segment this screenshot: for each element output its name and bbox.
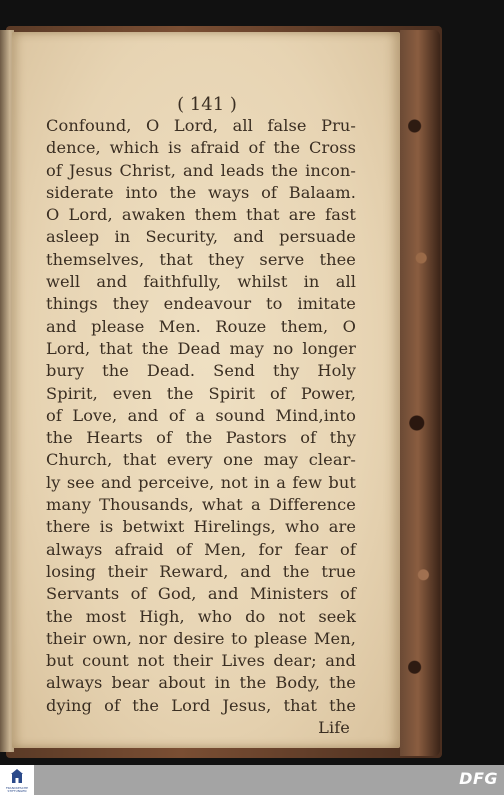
text-line: ly see and perceive, not in a few but (46, 472, 356, 492)
text-line: always bear about in the Body, the (46, 673, 356, 693)
text-line: themselves, that they serve thee (46, 249, 356, 269)
text-line: dying of the Lord Jesus, that the (46, 695, 356, 715)
page-number: ( 141 ) (177, 94, 237, 115)
text-line: bury the Dead. Send thy Holy (46, 361, 356, 381)
book-page (12, 32, 400, 748)
text-line: of Jesus Christ, and leads the incon- (46, 160, 356, 180)
building-icon (9, 768, 25, 786)
text-line: siderate into the ways of Balaam. (46, 182, 356, 202)
text-line: the Hearts of the Pastors of thy (46, 428, 356, 448)
text-line: Servants of God, and Ministers of (46, 584, 356, 604)
page-text (46, 90, 356, 739)
text-line: dence, which is afraid of the Cross (46, 138, 356, 158)
text-line: there is betwixt Hirelings, who are (46, 517, 356, 537)
catchword: Life (318, 718, 350, 738)
text-line: always afraid of Men, for fear of (46, 539, 356, 559)
leather-texture (408, 60, 430, 720)
text-line: their own, nor desire to please Men, (46, 628, 356, 648)
text-line: losing their Reward, and the true (46, 561, 356, 581)
logo-text: FRANCKESCHE STIFTUNGEN (5, 786, 29, 793)
text-line: many Thousands, what a Difference (46, 495, 356, 515)
text-line: Spirit, even the Spirit of Power, (46, 383, 356, 403)
dfg-logo[interactable]: DFG (459, 769, 498, 788)
text-line: well and faithfully, whilst in all (46, 272, 356, 292)
text-line: asleep in Security, and persuade (46, 227, 356, 247)
text-line: Confound, O Lord, all false Pru- (46, 116, 356, 135)
text-line: things they endeavour to imitate (46, 294, 356, 314)
library-logo[interactable] (0, 765, 35, 795)
text-line: and please Men. Rouze them, O (46, 316, 356, 336)
text-line: the most High, who do not seek (46, 606, 356, 626)
text-line: of Love, and of a sound Mind,into (46, 405, 356, 425)
text-line: O Lord, awaken them that are fast (46, 205, 356, 225)
dfg-bar (34, 765, 504, 795)
text-line: but count not their Lives dear; and (46, 651, 356, 671)
text-line: Lord, that the Dead may no longer (46, 338, 356, 358)
text-line: Church, that every one may clear- (46, 450, 356, 470)
